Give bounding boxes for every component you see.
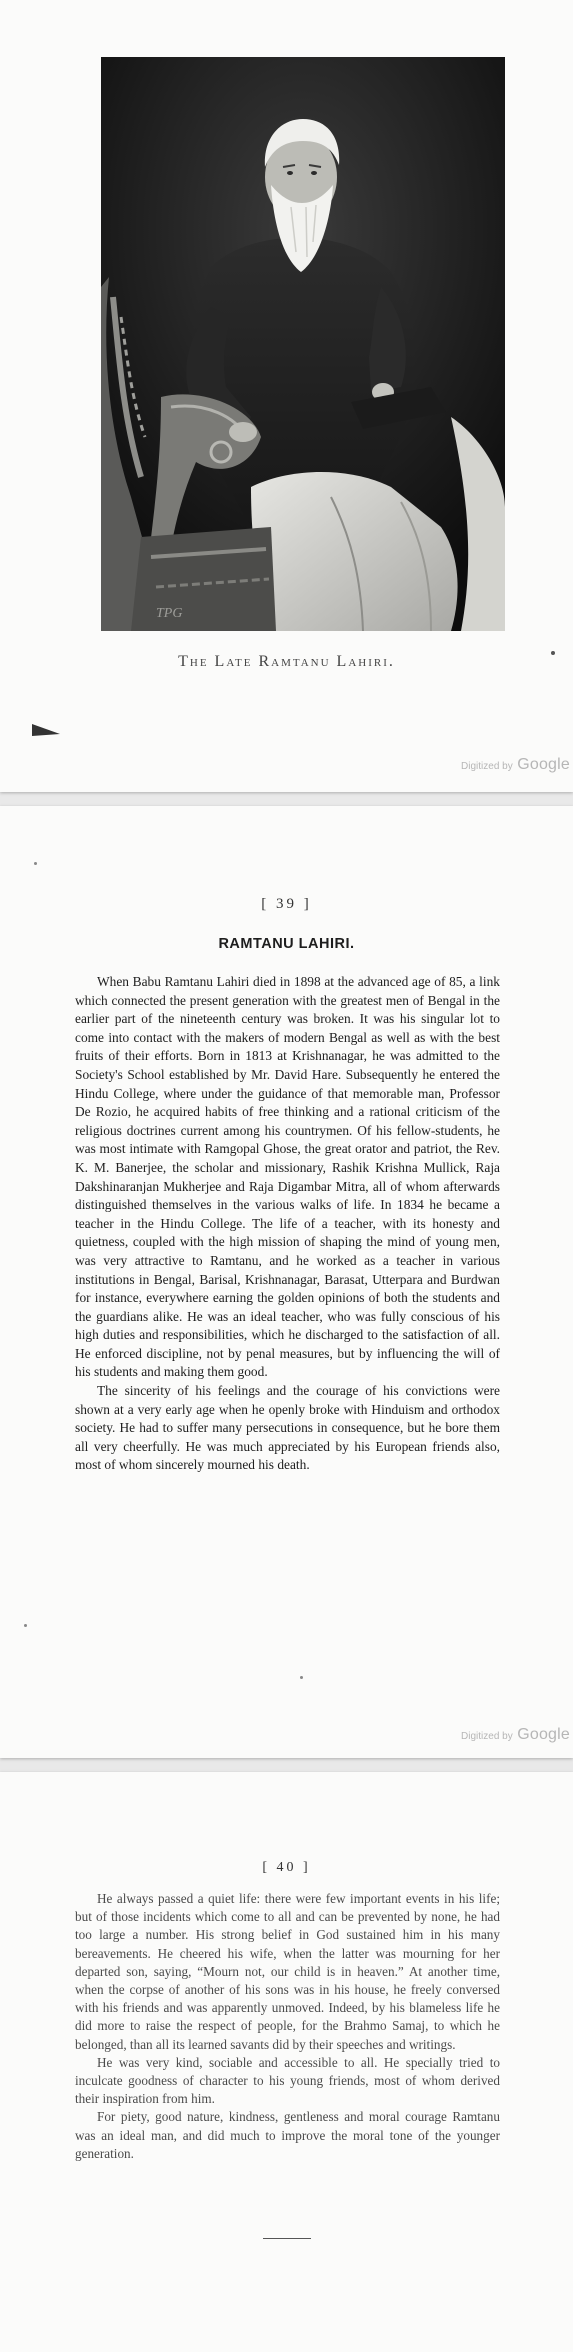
watermark-brand: Google	[517, 756, 570, 773]
page-title: RAMTANU LAHIRI.	[218, 936, 355, 952]
paragraph: He always passed a quiet life: there were few important events in his life; but of those incidents which come to all and can be prevented by none, he had too large a number. His strong belief in God sustained him in his many bereavements. He cheered his wife, when the latter was mourning for her departed son, saying, “Mourn not, our child is in heaven.” At another time, when the corpse of another of his sons was in his house, he freely conversed with his friends and was apparently unmoved. Indeed, by his blameless life he did more to raise the respect of people, for the Brahmo Samaj, to which he belonged, than all its learned savants did by their speeches and writings.	[75, 1891, 500, 2052]
plate-caption: The Late Ramtanu Lahiri.	[178, 653, 395, 670]
text-page-39	[0, 806, 573, 1758]
paragraph: For piety, good nature, kindness, gentleness and moral courage Ramtanu was an ideal man, and did much to improve the moral tone of the younger generation.	[75, 2109, 500, 2161]
speck-mark	[24, 1624, 27, 1627]
watermark-prefix: Digitized by	[461, 761, 513, 772]
end-rule	[263, 2238, 311, 2239]
page-number: [ 39 ]	[261, 896, 312, 912]
svg-text:TPG: TPG	[156, 606, 183, 621]
speck-mark	[34, 862, 37, 865]
digitized-watermark	[461, 1726, 570, 1744]
text-page-40	[0, 1772, 573, 2352]
body-text	[75, 973, 500, 1475]
body-text	[75, 1890, 500, 2163]
paragraph: He was very kind, sociable and accessible to all. He specially tried to inculcate goodness of character to his young friends, most of whom derived their inspiration from him.	[75, 2054, 500, 2107]
watermark-prefix: Digitized by	[461, 1731, 513, 1742]
paragraph: When Babu Ramtanu Lahiri died in 1898 at the advanced age of 85, a link which connected the present generation with the greatest men of Bengal in the earlier part of the nineteenth century was broken. It was his singular lot to come into contact with the makers of modern Bengal as well as with the best fruits of their efforts. Born in 1813 at Krishnanagar, he was admitted to the Society's School established by Mr. David Hare. Subsequently he entered the Hindu College, where under the guidance of that memorable man, Professor De Rozio, he acquired habits of free thinking and a rational criticism of the religious doctrines current among his countrymen. Of his fellow-students, he was most intimate with Ramgopal Ghose, the great orator and patriot, the Rev. K. M. Banerjee, the scholar and missionary, Rashik Krishna Mullick, Raja Dakshinaranjan Mukherjee and Raja Digambar Mitra, all of whom afterwards distinguished themselves in the various walks of life. In 1834 he became a teacher in the Hindu College. The life of a teacher, with its honesty and quietness, coupled with the high mission of shaping the mind of young men, was very attractive to Ramtanu, and he worked as a teacher in various institutions in Bengal, Barisal, Krishnanagar, Barasat, Utterpara and Burdwan for instance, everywhere earning the golden opinions of both the students and the guardians alike. He was an ideal teacher, who was fully conscious of his high duties and responsibilities, which he discharged to the satisfaction of all. He enforced discipline, not by penal measures, but by influencing the will of his students and making them good.	[75, 974, 500, 1380]
watermark-brand: Google	[517, 1726, 570, 1743]
plate-page	[0, 0, 573, 792]
speck-mark	[300, 1676, 303, 1679]
page-edge-mark	[32, 724, 60, 736]
speck-mark	[551, 651, 555, 655]
digitized-watermark	[461, 756, 570, 774]
page-number: [ 40 ]	[262, 1860, 311, 1875]
paragraph: The sincerity of his feelings and the courage of his convictions were shown at a very early age when he openly broke with Hinduism and orthodox society. He had to suffer many persecutions in consequence, but he bore them all very cheerfully. He was much appreciated by his European friends also, most of whom sincerely mourned his death.	[75, 1383, 500, 1473]
portrait-photograph	[101, 57, 505, 631]
